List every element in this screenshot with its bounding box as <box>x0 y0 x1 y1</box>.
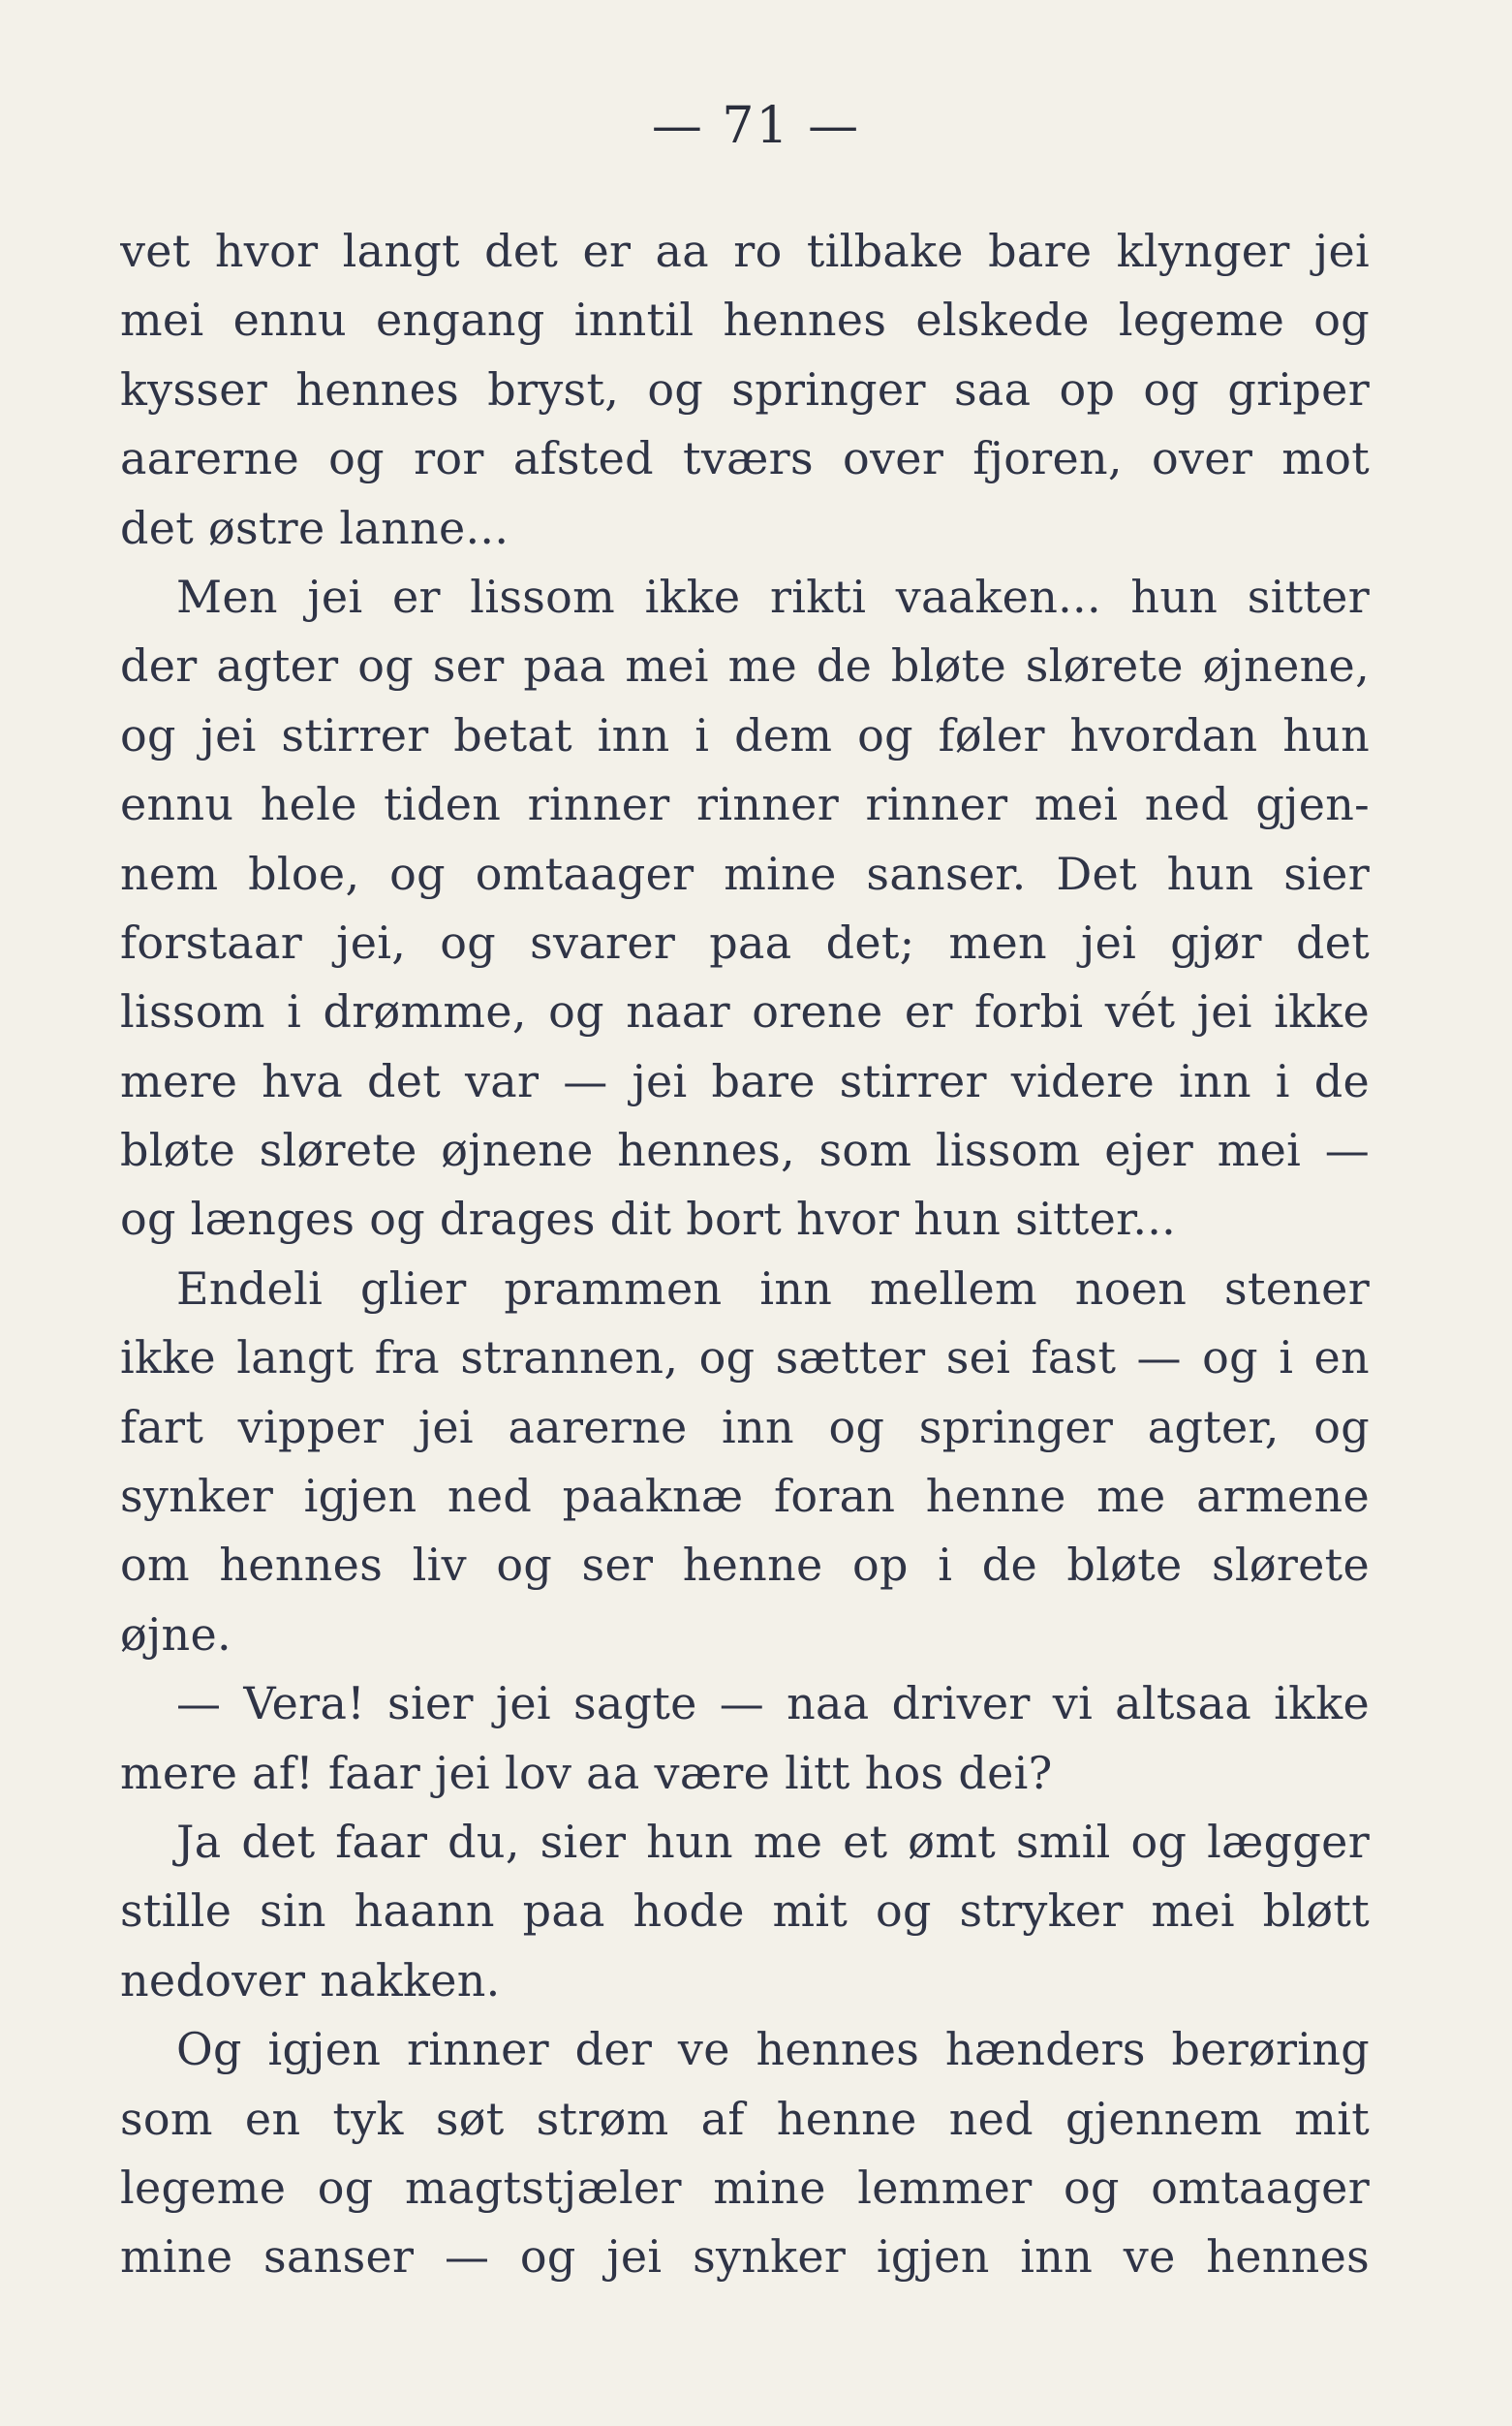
text-line: Og igjen rinner der ve hennes hænders berøring <box>176 2023 1370 2076</box>
text-line: stille sin haann paa hode mit og stryker mei bløtt <box>120 1884 1370 1938</box>
text-line: lissom i drømme, og naar orene er forbi vét jei ikke <box>120 985 1370 1039</box>
text-line: ikke langt fra strannen, og sætter sei fast — og i en <box>120 1331 1370 1384</box>
text-line: som en tyk søt strøm af henne ned gjennem mit <box>120 2092 1370 2145</box>
text-line: mei ennu engang inntil hennes elskede legeme og <box>120 294 1370 347</box>
text-line: legeme og magtstjæler mine lemmer og omtaager <box>120 2161 1370 2214</box>
page-number: — 71 — <box>651 97 861 155</box>
text-line: nedover nakken. <box>120 1953 501 2006</box>
text-line: forstaar jei, og svarer paa det; men jei gjør det <box>120 916 1370 969</box>
text-line: Ja det faar du, sier hun me et ømt smil og lægger <box>176 1815 1370 1868</box>
text-line: mere hva det var — jei bare stirrer videre inn i de <box>120 1054 1370 1107</box>
text-line: Men jei er lissom ikke rikti vaaken... hun sitter <box>176 570 1370 623</box>
text-line: og jei stirrer betat inn i dem og føler hvordan hun <box>120 708 1370 762</box>
text-line: mine sanser — og jei synker igjen inn ve hennes <box>120 2230 1370 2284</box>
body-text <box>120 217 1370 2292</box>
text-line: der agter og ser paa mei me de bløte sløretе øjnene, <box>120 639 1370 693</box>
text-line: vet hvor langt det er aa ro tilbake bare klynger jei <box>120 225 1370 277</box>
text-line: kysser hennes bryst, og springer saa op og griper <box>120 362 1370 416</box>
text-line: ennu hele tiden rinner rinner rinner mei ned gjen- <box>120 778 1370 831</box>
text-line: Endeli glier prammen inn mellem noen stener <box>176 1261 1370 1315</box>
text-line: bløte sløretе øjnene hennes, som lissom ejer mei — <box>120 1124 1370 1177</box>
text-line: aarerne og ror afsted tværs over fjoren, over mot <box>120 432 1370 485</box>
text-line: og længes og drages dit bort hvor hun sitter... <box>120 1193 1177 1246</box>
text-line: — Vera! sier jei sagte — naa driver vi altsaa ikke <box>176 1677 1370 1730</box>
text-line: nem bloe, og omtaager mine sanser. Det hun sier <box>120 847 1370 900</box>
text-line: øjne. <box>120 1607 231 1661</box>
text-line: mere af! faar jei lov aa være litt hos dei? <box>120 1746 1053 1799</box>
text-line: synker igjen ned paaknæ foran henne me armene <box>120 1470 1370 1523</box>
text-line: om hennes liv og ser henne op i de bløte sløretе <box>120 1539 1370 1592</box>
text-line: fart vipper jei aarerne inn og springer agter, og <box>120 1400 1370 1453</box>
text-line: det østre lanne... <box>120 501 509 554</box>
